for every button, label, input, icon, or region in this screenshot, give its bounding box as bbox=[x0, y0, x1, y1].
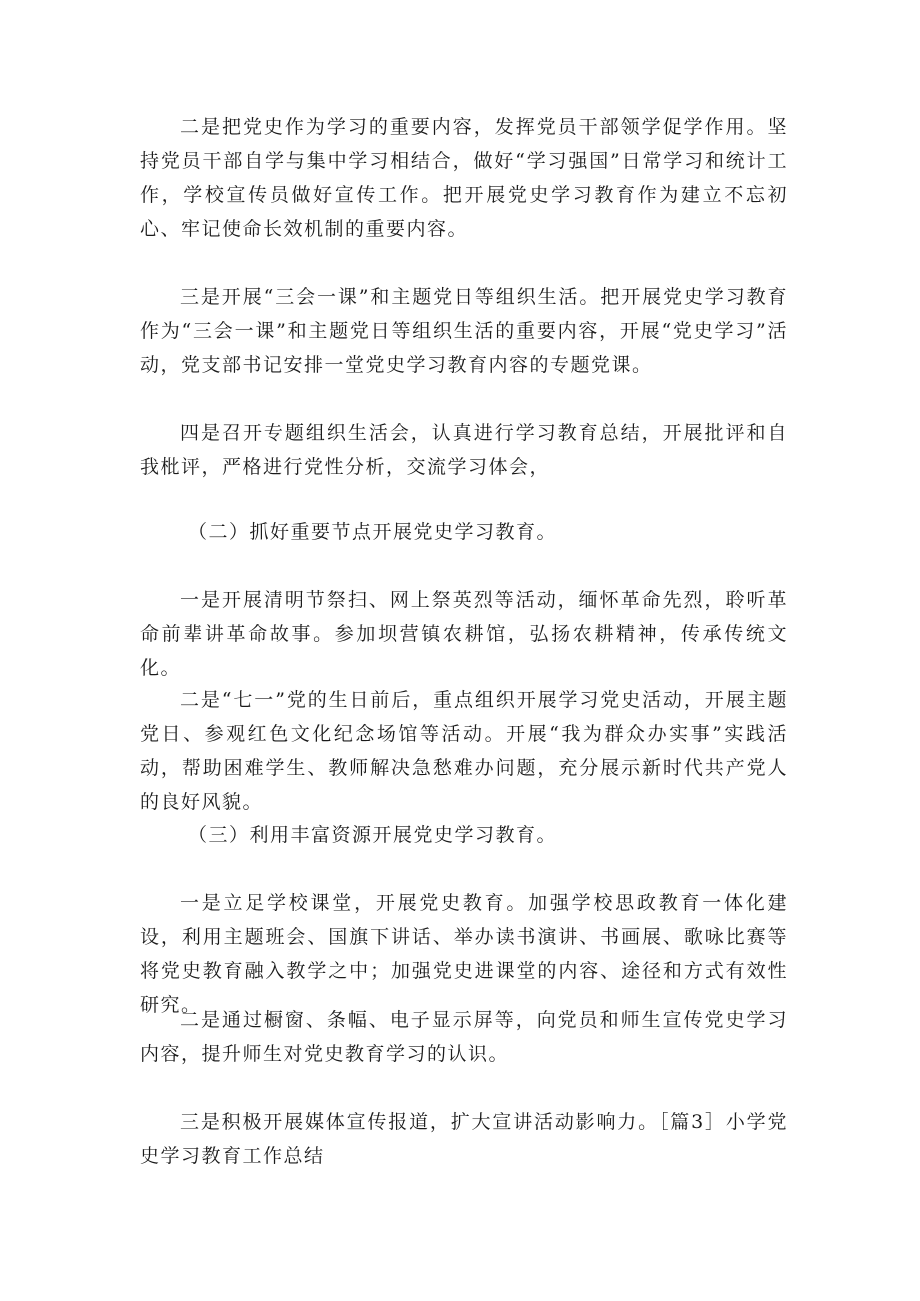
paragraph-special-meeting: 四是召开专题组织生活会，认真进行学习教育总结，开展批评和自我枇评，严格进行党性分析，交流学习体会， bbox=[140, 422, 788, 478]
section-heading-key-nodes: （二）抓好重要节点开展党史学习教育。 bbox=[188, 521, 558, 543]
paragraph-three-meetings-one-lesson: 三是开展“三会一课”和主题党日等组织生活。把开展党史学习教育作为“三会一课”和主题党日等组织生活的重要内容，开展“党史学习”活动，党支部书记安排一堂党史学习教育内容的专题党课。 bbox=[140, 286, 788, 376]
paragraph-july-first: 二是“七一”党的生日前后，重点组织开展学习党史活动，开展主题党日、参观红色文化纪念场馆等活动。开展“我为群众办实事”实践活动，帮助困难学生、教师解决急愁难办问题，充分展示新时代共产党人的良好风貌。 bbox=[140, 689, 788, 813]
paragraph-publicity-displays: 二是通过橱窗、条幅、电子显示屏等，向党员和师生宣传党史学习内容，提升师生对党史教育学习的认识。 bbox=[140, 1009, 788, 1065]
paragraph-media-coverage: 三是积极开展媒体宣传报道，扩大宣讲活动影响力。［篇3］小学党史学习教育工作总结 bbox=[140, 1111, 788, 1167]
paragraph-party-history-study: 二是把党史作为学习的重要内容，发挥党员干部领学促学作用。坚持党员干部自学与集中学习相结合，做好“学习强国”日常学习和统计工作，学校宣传员做好宣传工作。把开展党史学习教育作为建立不忘初心、牢记使命长效机制的重要内容。 bbox=[140, 116, 788, 240]
paragraph-qingming-activities: 一是开展清明节祭扫、网上祭英烈等活动，缅怀革命先烈，聆听革命前辈讲革命故事。参加坝营镇农耕馆，弘扬农耕精神，传承传统文化。 bbox=[140, 589, 788, 679]
section-heading-resources: （三）利用丰富资源开展党史学习教育。 bbox=[188, 824, 558, 846]
paragraph-classroom-education: 一是立足学校课堂，开展党史教育。加强学校思政教育一体化建设，利用主题班会、国旗下讲话、举办读书演讲、书画展、歌咏比赛等将党史教育融入教学之中；加强党史进课堂的内容、途径和方式有效性研究。 bbox=[140, 892, 788, 1016]
